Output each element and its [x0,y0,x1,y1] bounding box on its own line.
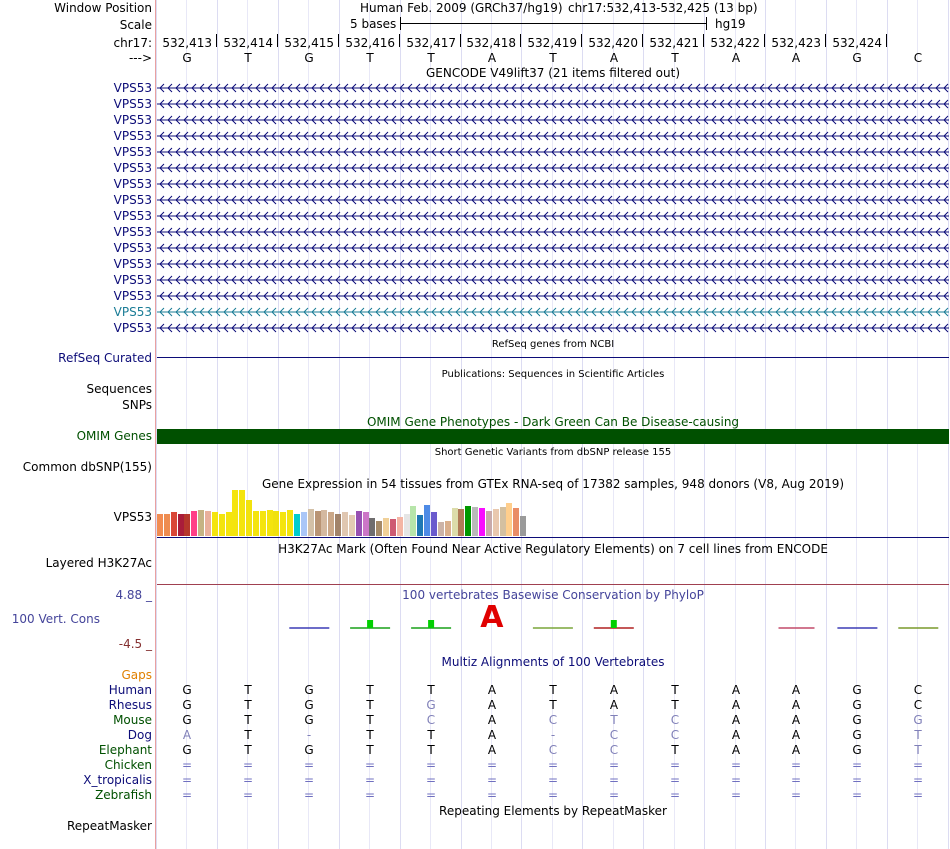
aligned-base: C [548,743,558,757]
reference-base: C [913,51,923,65]
aligned-base: T [427,743,435,757]
gencode-transcript-label[interactable]: VPS53 [113,209,152,223]
gtex-tissue-bar[interactable] [321,510,327,536]
gencode-transcript-line[interactable] [157,321,949,335]
gtex-tissue-bar[interactable] [219,514,225,536]
aligned-base: = [608,788,620,802]
gencode-transcript-line[interactable] [157,193,949,207]
gencode-transcript-line[interactable] [157,81,949,95]
aligned-base: = [851,773,863,787]
aligned-base: G [852,698,862,712]
gtex-tissue-bar[interactable] [452,508,458,536]
gtex-tissue-bar[interactable] [431,512,437,536]
aligned-base: T [671,743,679,757]
aligned-base: = [730,773,742,787]
coordinate-tick [460,34,461,47]
aligned-base: T [366,728,374,742]
aligned-base: = [303,773,315,787]
gencode-transcript-label[interactable]: VPS53 [113,97,152,111]
scale-bar-left-tick [400,17,401,30]
aligned-base: = [425,758,437,772]
aligned-base: T [671,683,679,697]
species-label[interactable]: Rhesus [108,698,152,712]
gencode-transcript-line[interactable] [157,209,949,223]
aligned-base: C [670,713,680,727]
coordinate-label: 532,420 [588,36,638,50]
species-label[interactable]: Zebrafish [95,788,152,802]
gtex-track-title[interactable]: Gene Expression in 54 tissues from GTEx RNA-seq of 17382 samples, 948 donors (V8, Aug 2019) [261,477,845,491]
scale-db: hg19 [715,17,746,31]
gtex-tissue-bar[interactable] [267,510,273,536]
gtex-tissue-bar[interactable] [479,508,485,536]
coordinate-label: 532,423 [771,36,821,50]
coordinate-label: 532,424 [832,36,882,50]
aligned-base: = [425,788,437,802]
gencode-transcript-label[interactable]: VPS53 [113,161,152,175]
coordinate-label: 532,413 [162,36,212,50]
gtex-tissue-bar[interactable] [472,507,478,536]
gencode-transcript-label[interactable]: VPS53 [113,113,152,127]
gencode-transcript-line[interactable] [157,97,949,111]
window-position-label: Window Position [54,1,152,15]
aligned-base: C [609,743,619,757]
coordinate-tick [216,34,217,47]
gencode-transcript-label[interactable]: VPS53 [113,321,152,335]
species-label[interactable]: Mouse [113,713,152,727]
reference-base: T [671,51,679,65]
gtex-tissue-bar[interactable] [198,510,204,536]
gtex-tissue-bar[interactable] [438,522,444,536]
aligned-base: A [731,743,741,757]
aligned-base: C [548,713,558,727]
aligned-base: T [244,683,252,697]
aligned-base: = [547,773,559,787]
gtex-tissue-bar[interactable] [397,517,403,536]
gencode-transcript-label[interactable]: VPS53 [113,81,152,95]
aligned-base: = [364,758,376,772]
coordinate-label: 532,416 [345,36,395,50]
gtex-tissue-bar[interactable] [404,514,410,536]
gtex-tissue-bar[interactable] [363,512,369,536]
aligned-base: A [487,698,497,712]
coordinate-tick [338,34,339,47]
aligned-base: G [304,743,314,757]
aligned-base: T [549,683,557,697]
gtex-tissue-bar[interactable] [486,511,492,536]
gencode-transcript-line[interactable] [157,241,949,255]
omim-gene-bar[interactable] [157,429,949,444]
gtex-tissue-bar[interactable] [164,514,170,536]
reference-base: G [182,51,192,65]
gtex-tissue-bar[interactable] [383,518,389,536]
coordinate-label: 532,421 [649,36,699,50]
gtex-tissue-bar[interactable] [500,507,506,536]
gencode-transcript-label[interactable]: VPS53 [113,193,152,207]
gtex-tissue-bar[interactable] [424,505,430,536]
gencode-transcript-line[interactable] [157,305,949,319]
aligned-base: T [914,743,922,757]
refseq-gene-line[interactable] [157,357,949,358]
aligned-base: T [366,743,374,757]
coordinate-label: 532,415 [284,36,334,50]
repeatmasker-label[interactable]: RepeatMasker [66,819,152,833]
coordinate-tick [581,34,582,47]
aligned-base: A [487,713,497,727]
aligned-base: = [547,788,559,802]
gencode-transcript-line[interactable] [157,289,949,303]
aligned-base: T [366,683,374,697]
phylop-max-label: 4.88 _ [115,588,152,602]
aligned-base: = [730,758,742,772]
aligned-base: = [730,788,742,802]
coordinate-label: 532,417 [406,36,456,50]
aligned-base: G [182,683,192,697]
refseq-label[interactable]: RefSeq Curated [58,351,152,365]
gencode-transcript-label[interactable]: VPS53 [113,241,152,255]
aligned-base: = [486,758,498,772]
dbsnp-track-title[interactable]: Short Genetic Variants from dbSNP release 155 [434,447,672,458]
gtex-tissue-bar[interactable] [246,500,252,536]
aligned-base: = [912,788,924,802]
gencode-transcript-line[interactable] [157,129,949,143]
species-label[interactable]: Dog [127,728,152,742]
gencode-transcript-line[interactable] [157,177,949,191]
gtex-tissue-bar[interactable] [493,509,499,536]
coordinate-label: 532,418 [466,36,516,50]
omim-label[interactable]: OMIM Genes [76,429,152,443]
gencode-transcript-line[interactable] [157,225,949,239]
publications-track-title[interactable]: Publications: Sequences in Scientific Articles [441,369,665,380]
gtex-tissue-bar[interactable] [226,512,232,536]
gtex-tissue-bar[interactable] [465,506,471,536]
phylop-min-label: -4.5 _ [118,637,152,651]
coordinate-label: 532,414 [223,36,273,50]
aligned-base: T [549,698,557,712]
aligned-base: A [731,683,741,697]
aligned-base: = [608,758,620,772]
aligned-base: G [852,683,862,697]
gtex-tissue-bar[interactable] [157,514,163,536]
aligned-base: G [852,743,862,757]
refseq-track-title[interactable]: RefSeq genes from NCBI [491,339,615,350]
gencode-transcript-line[interactable] [157,161,949,175]
aligned-base: = [851,788,863,802]
repeatmasker-track-title[interactable]: Repeating Elements by RepeatMasker [439,804,667,818]
gtex-tissue-bar[interactable] [369,518,375,536]
gencode-transcript-line[interactable] [157,113,949,127]
aligned-base: = [486,773,498,787]
gencode-transcript-label[interactable]: VPS53 [113,225,152,239]
aligned-base: = [669,758,681,772]
coordinate-tick [520,34,521,47]
aligned-base: A [487,683,497,697]
aligned-base: = [669,773,681,787]
gtex-tissue-bar[interactable] [458,509,464,536]
gtex-tissue-bar[interactable] [212,512,218,536]
aligned-base: G [304,713,314,727]
coordinate-tick [825,34,826,47]
aligned-base: = [425,773,437,787]
gtex-tissue-bar[interactable] [273,511,279,536]
gencode-track-title[interactable]: GENCODE V49lift37 (21 items filtered out) [425,66,680,80]
scale-bar [400,23,707,24]
aligned-base: A [791,698,801,712]
phylop-score-bar [367,620,373,628]
gencode-transcript-label[interactable]: VPS53 [113,145,152,159]
aligned-base: = [364,773,376,787]
reference-base: G [304,51,314,65]
aligned-base: - [306,728,312,742]
aligned-base: = [790,758,802,772]
aligned-base: A [791,713,801,727]
aligned-base: = [912,758,924,772]
aligned-base: T [244,728,252,742]
gtex-tissue-bar[interactable] [410,506,416,536]
reference-base: T [427,51,435,65]
aligned-base: G [852,713,862,727]
gtex-tissue-bar[interactable] [260,511,266,536]
gtex-tissue-bar[interactable] [445,521,451,536]
gencode-transcript-line[interactable] [157,273,949,287]
gtex-tissue-bar[interactable] [301,512,307,536]
gtex-tissue-bar[interactable] [171,512,177,536]
dbsnp-label[interactable]: Common dbSNP(155) [22,460,152,474]
aligned-base: A [731,713,741,727]
gtex-tissue-bar[interactable] [356,511,362,536]
aligned-base: = [303,788,315,802]
aligned-base: G [182,713,192,727]
aligned-base: = [790,773,802,787]
gtex-tissue-bar[interactable] [335,514,341,536]
phylop-label[interactable]: 100 Vert. Cons [11,612,100,626]
aligned-base: C [426,713,436,727]
aligned-base: C [670,728,680,742]
coordinate-label: 532,422 [710,36,760,50]
reference-base: T [366,51,374,65]
coordinate-tick [764,34,765,47]
gtex-tissue-bar[interactable] [513,508,519,536]
phylop-score-bar [428,620,434,628]
aligned-base: A [609,683,619,697]
sequences-label[interactable]: Sequences [86,382,152,396]
aligned-base: T [671,698,679,712]
gtex-tissue-bar[interactable] [232,490,238,536]
gtex-tissue-bar[interactable] [390,519,396,536]
gencode-transcript-line[interactable] [157,257,949,271]
aligned-base: = [364,788,376,802]
gtex-tissue-bar[interactable] [239,490,245,536]
aligned-base: G [182,698,192,712]
species-label[interactable]: Elephant [98,743,152,757]
omim-track-title[interactable]: OMIM Gene Phenotypes - Dark Green Can Be Disease-causing [366,415,740,429]
aligned-base: = [912,773,924,787]
reference-base: A [487,51,497,65]
position-label: chr17:532,413-532,425 (13 bp) [568,1,758,15]
coordinate-tick [399,34,400,47]
reference-base: A [731,51,741,65]
aligned-base: G [304,698,314,712]
gencode-transcript-label[interactable]: VPS53 [113,305,152,319]
gencode-transcript-label[interactable]: VPS53 [113,257,152,271]
gtex-tissue-bar[interactable] [349,515,355,536]
aligned-base: A [182,728,192,742]
aligned-base: = [608,773,620,787]
snps-label[interactable]: SNPs [122,398,152,412]
aligned-base: = [242,773,254,787]
gtex-tissue-bar[interactable] [308,509,314,536]
aligned-base: = [242,758,254,772]
phylop-svg[interactable] [157,600,949,651]
scale-bar-right-tick [706,17,707,30]
aligned-base: A [791,743,801,757]
reference-base: T [549,51,557,65]
aligned-base: T [244,713,252,727]
gtex-tissue-bar[interactable] [184,514,190,536]
gtex-tissue-bar[interactable] [520,516,526,536]
reference-base: A [791,51,801,65]
gtex-tissue-bar[interactable] [342,512,348,536]
aligned-base: = [851,758,863,772]
aligned-base: A [791,728,801,742]
aligned-base: G [182,743,192,757]
gencode-transcript-label[interactable]: VPS53 [113,273,152,287]
aligned-base: T [366,698,374,712]
aligned-base: A [791,683,801,697]
aligned-base: A [487,743,497,757]
h3k27ac-label[interactable]: Layered H3K27Ac [45,556,152,570]
aligned-base: T [610,713,618,727]
aligned-base: T [244,743,252,757]
gtex-tissue-bar[interactable] [280,512,286,536]
phylop-score-bar [611,620,617,628]
coordinate-tick [642,34,643,47]
gencode-transcript-label[interactable]: VPS53 [113,289,152,303]
gtex-label[interactable]: VPS53 [113,510,152,524]
aligned-base: = [181,758,193,772]
gtex-gene-line [157,537,949,538]
aligned-base: C [913,683,923,697]
gencode-transcript-line[interactable] [157,145,949,159]
coordinate-tick [703,34,704,47]
gtex-tissue-bar[interactable] [178,514,184,536]
phylop-conserved-letter: A [480,600,504,635]
gtex-tissue-bar[interactable] [506,503,512,536]
aligned-base: = [181,788,193,802]
aligned-base: T [427,683,435,697]
chrom-label: chr17: [113,36,152,50]
aligned-base: G [426,698,436,712]
reference-base: G [852,51,862,65]
species-label[interactable]: Chicken [104,758,152,772]
aligned-base: A [731,698,741,712]
aligned-base: G [852,728,862,742]
coordinate-label: 532,419 [527,36,577,50]
h3k27ac-track-title[interactable]: H3K27Ac Mark (Often Found Near Active Regulatory Elements) on 7 cell lines from ENCODE [278,542,828,556]
reference-base: T [244,51,252,65]
aligned-base: = [547,758,559,772]
multiz-track-title[interactable]: Multiz Alignments of 100 Vertebrates [441,655,665,669]
gtex-tissue-bar[interactable] [287,510,293,536]
aligned-base: = [242,788,254,802]
aligned-base: = [486,788,498,802]
species-label[interactable]: Human [108,683,152,697]
aligned-base: T [366,713,374,727]
h3k27ac-signal-line [157,584,949,585]
scale-label: Scale [119,18,152,32]
gtex-tissue-bar[interactable] [191,511,197,536]
assembly-label: Human Feb. 2009 (GRCh37/hg19) [360,1,563,15]
gaps-label: Gaps [121,668,152,682]
aligned-base: = [669,788,681,802]
aligned-base: = [303,758,315,772]
gtex-tissue-bar[interactable] [205,511,211,536]
aligned-base: A [609,698,619,712]
aligned-base: = [181,773,193,787]
aligned-base: A [731,728,741,742]
strand-label: ---> [128,51,152,65]
aligned-base: - [550,728,556,742]
aligned-base: C [913,698,923,712]
aligned-base: T [244,698,252,712]
coordinate-tick [277,34,278,47]
species-label[interactable]: X_tropicalis [83,773,152,787]
gtex-tissue-bar[interactable] [253,511,259,536]
aligned-base: T [427,728,435,742]
scale-text: 5 bases [350,17,397,31]
aligned-base: G [304,683,314,697]
gencode-transcript-label[interactable]: VPS53 [113,177,152,191]
phylop-track-title[interactable]: 100 vertebrates Basewise Conservation by PhyloP [402,588,704,602]
coordinate-tick [886,34,887,47]
gtex-tissue-bar[interactable] [294,514,300,536]
gtex-tissue-bar[interactable] [328,512,334,536]
aligned-base: C [609,728,619,742]
gtex-tissue-bar[interactable] [376,521,382,536]
gtex-tissue-bar[interactable] [315,511,321,536]
aligned-base: = [790,788,802,802]
aligned-base: G [913,713,923,727]
gtex-tissue-bar[interactable] [417,515,423,536]
aligned-base: T [914,728,922,742]
aligned-base: A [487,728,497,742]
gencode-transcript-label[interactable]: VPS53 [113,129,152,143]
reference-base: A [609,51,619,65]
